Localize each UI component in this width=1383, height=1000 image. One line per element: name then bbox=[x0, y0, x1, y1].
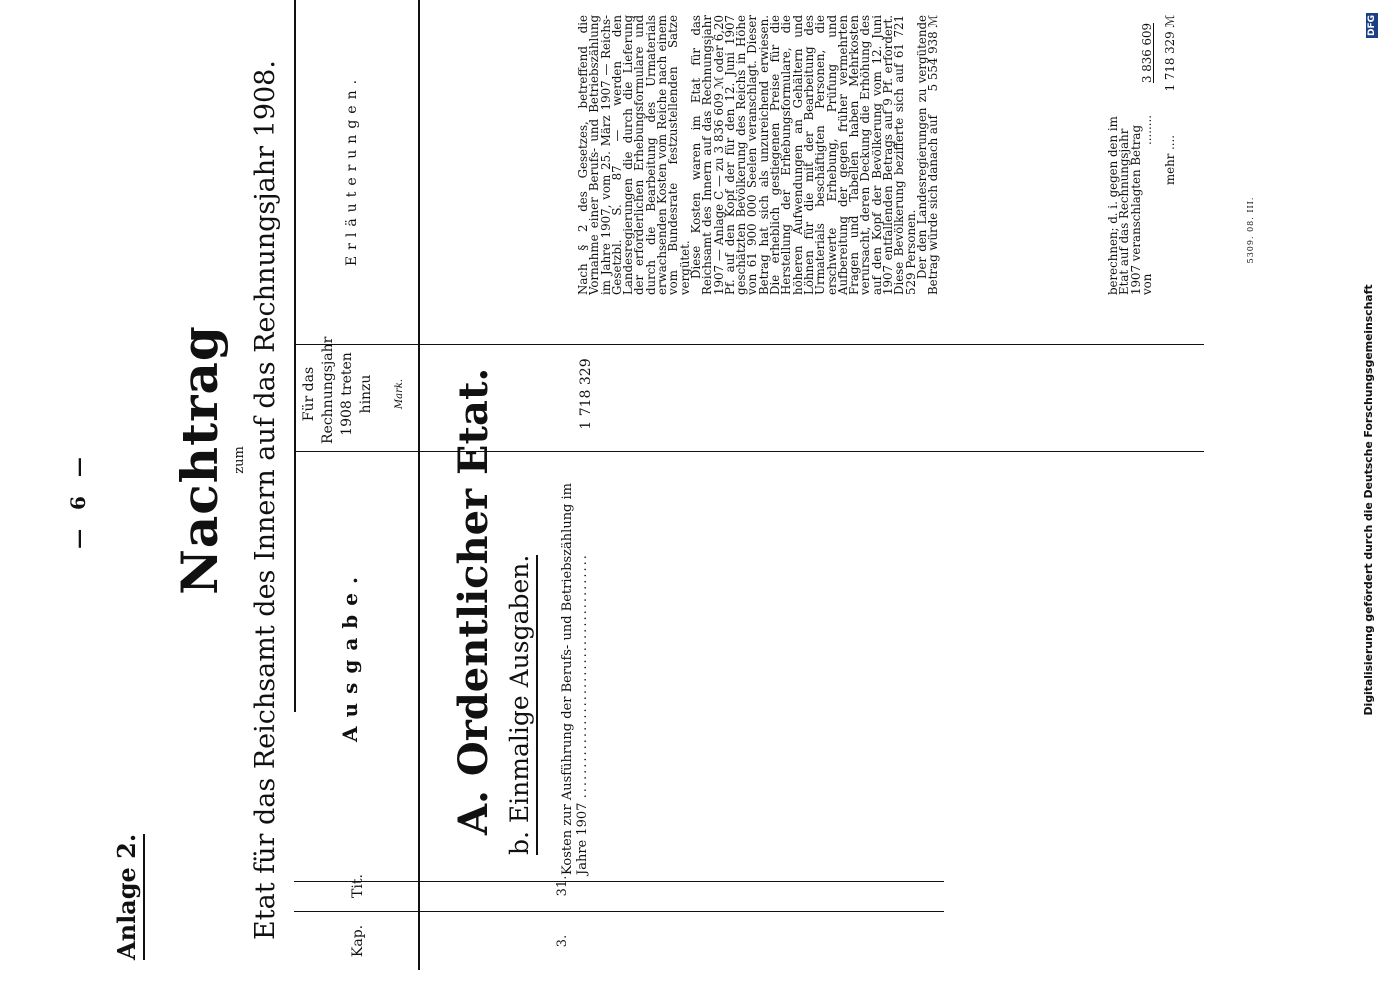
print-code: 5309. 08. III. bbox=[1246, 196, 1255, 264]
annex-label: Anlage 2. bbox=[112, 834, 145, 960]
row-tit: 31. bbox=[555, 875, 570, 897]
row-amount: 1 718 329 bbox=[578, 358, 594, 430]
section-heading-one-time-expenses: b. Einmalige Ausgaben. bbox=[505, 555, 538, 855]
document-subtitle: Etat für das Reichsamt des Innern auf das Rechnungsjahr 1908. bbox=[250, 60, 281, 940]
column-divider-ausgabe bbox=[294, 451, 1204, 452]
column-header-amount: Für das Rechnungsjahr 1908 treten hinzu bbox=[301, 336, 374, 444]
table-top-rule bbox=[294, 0, 296, 712]
digitization-note: Digitalisierung gefördert durch die Deutsche Forschungsgemeinschaft bbox=[1362, 284, 1375, 716]
explanation-paragraph: Nach § 2 des Gesetzes, betreffend die Vornahme einer Berufs- und Betriebszählung im Jahre 1907, vom 25. März 1907 — Reichs-Gesetzbl. S. 87 — werden den Landesregierungen die durch die Lieferung der erforderlichen Erhebungsformulare und durch die Bearbeitung des Urmaterials erwachsenden Kosten vom Reiche nach einem vom Bundesrate festzustellenden Satze vergütet. bbox=[576, 15, 692, 295]
calculation-difference-label: mehr bbox=[1163, 153, 1178, 185]
column-header-kap: Kap. bbox=[350, 924, 366, 958]
row-description-text: Kosten zur Ausführung der Berufs- und Betriebszählung im Jahre 1907 bbox=[560, 483, 590, 875]
row-description-leader: ........................................ bbox=[575, 553, 590, 799]
calculation-difference-dots: .... bbox=[1163, 135, 1178, 150]
column-divider-kap bbox=[294, 911, 944, 912]
explanation-paragraph: Diese Kosten waren im Etat für das Reichsamt des Innern auf das Rechnungsjahr 1907 — Anlage C — zu 3 836 609 ℳ oder 6,20 Pf. auf den Kopf der für den 12. Juni 1907 geschätzten Bevölkerung des Reichs in Höhe von 61 900 000 Seelen veranschlagt. Dieser Betrag hat sich als unzureichend erwiesen. Die erheblich gestiegenen Preise für die Herstellung der Erhebungsformulare, die höheren Aufwendungen an Gehältern und Löhnen für die mit der Bearbeitung des Urmaterials beschäftigten Personen, die erschwerte Erhebung, Prüfung und Aufbereitung der gegen früher vermehrten Fragen und Tabellen haben Mehrkosten verursacht, deren Deckung die Erhöhung des auf den Kopf der Bevölkerung vom 12. Juni 1907 entfallenden Betrags auf 9 Pf. erfordert. Diese Bevölkerung bezifferte sich auf 61 721 529 Personen. bbox=[688, 15, 918, 295]
document-title-zum: zum bbox=[232, 446, 247, 474]
document-title: Nachtrag bbox=[170, 325, 229, 595]
row-kap: 3. bbox=[555, 934, 570, 948]
calculation-text: berechnen; d. i. gegen den im Etat auf das Rechnungsjahr 1907 veranschlagten Betrag von bbox=[1106, 116, 1154, 295]
explanations bbox=[578, 15, 940, 295]
column-header-erlaeuterungen: Erläuterungen. bbox=[344, 73, 360, 267]
explanation-amount: 5 554 938 ℳ bbox=[926, 15, 941, 92]
column-header-ausgabe: Ausgabe. bbox=[338, 568, 362, 742]
column-divider-amount bbox=[294, 344, 1204, 345]
calculation-difference-amount: 1 718 329 ℳ bbox=[1163, 15, 1178, 92]
column-divider-tit bbox=[294, 881, 944, 882]
dfg-logo: DFG bbox=[1367, 14, 1377, 36]
column-header-currency: Mark. bbox=[394, 378, 405, 410]
column-header-tit: Tit. bbox=[350, 874, 366, 898]
calculation-dots: ........ bbox=[1140, 115, 1155, 145]
calculation-line bbox=[1142, 15, 1153, 295]
explanation-text: Der den Landesregierungen zu vergütende Betrag würde sich danach auf bbox=[914, 15, 941, 295]
row-description bbox=[560, 465, 590, 875]
calculation-difference bbox=[1165, 15, 1176, 295]
explanation-calculation bbox=[1108, 15, 1177, 295]
page-number: — 6 — bbox=[66, 451, 90, 549]
explanation-paragraph bbox=[914, 15, 941, 295]
section-heading-ordinary-budget: A. Ordentlicher Etat. bbox=[450, 367, 497, 835]
calculation-amount-1907: 3 836 609 bbox=[1140, 23, 1155, 84]
table-header-rule bbox=[418, 0, 420, 970]
